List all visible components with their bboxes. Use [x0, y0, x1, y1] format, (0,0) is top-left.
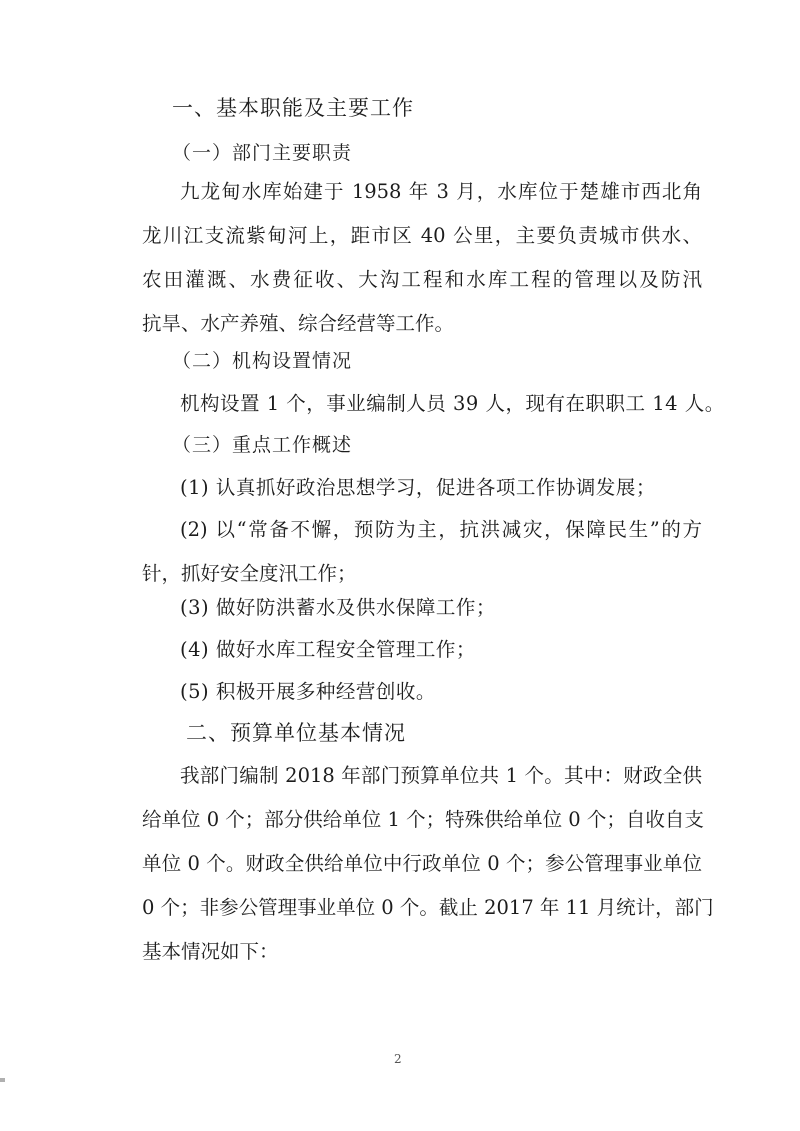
sub3-title: （三）重点工作概述	[172, 434, 353, 456]
paragraph-line: 农田灌溉、水费征收、大沟工程和水库工程的管理以及防汛	[142, 268, 702, 291]
work-item-1: (1) 认真抓好政治思想学习，促进各项工作协调发展；	[180, 476, 656, 499]
paragraph-line: 单位 0 个。财政全供给单位中行政单位 0 个；参公管理事业单位	[142, 852, 702, 875]
sub1-paragraph	[142, 170, 702, 346]
page-number: 2	[394, 1052, 402, 1066]
paragraph-line: 龙川江支流紫甸河上，距市区 40 公里，主要负责城市供水、	[142, 224, 702, 247]
paragraph-line: 给单位 0 个；部分供给单位 1 个；特殊供给单位 0 个；自收自支	[142, 808, 704, 831]
sub1-title: （一）部门主要职责	[172, 142, 353, 164]
paragraph-line: (2) 以“常备不懈，预防为主，抗洪减灾，保障民生”的方	[180, 518, 702, 541]
paragraph-line: 抗旱、水产养殖、综合经营等工作。	[142, 312, 455, 335]
section2-paragraph	[142, 754, 714, 974]
paragraph-line: 基本情况如下：	[142, 940, 279, 963]
paragraph-line: 我部门编制 2018 年部门预算单位共 1 个。其中：财政全供	[180, 764, 702, 787]
paragraph-line: 九龙甸水库始建于 1958 年 3 月，水库位于楚雄市西北角	[180, 180, 702, 203]
paragraph-line: 0 个；非参公管理事业单位 0 个。截止 2017 年 11 月统计，部门	[142, 896, 714, 919]
section2-heading: 二、预算单位基本情况	[186, 721, 406, 745]
sub2-text: 机构设置 1 个，事业编制人员 39 人，现有在职职工 14 人。	[180, 392, 725, 415]
paragraph-line: 针，抓好安全度汛工作；	[142, 562, 357, 585]
work-item-3: (3) 做好防洪蓄水及供水保障工作；	[180, 596, 496, 619]
sub2-title: （二）机构设置情况	[172, 350, 353, 372]
section1-heading: 一、基本职能及主要工作	[172, 96, 414, 120]
scan-edge-mark	[0, 1078, 5, 1082]
work-item-2	[142, 508, 702, 596]
work-item-5: (5) 积极开展多种经营创收。	[180, 680, 436, 703]
work-item-4: (4) 做好水库工程安全管理工作；	[180, 638, 476, 661]
